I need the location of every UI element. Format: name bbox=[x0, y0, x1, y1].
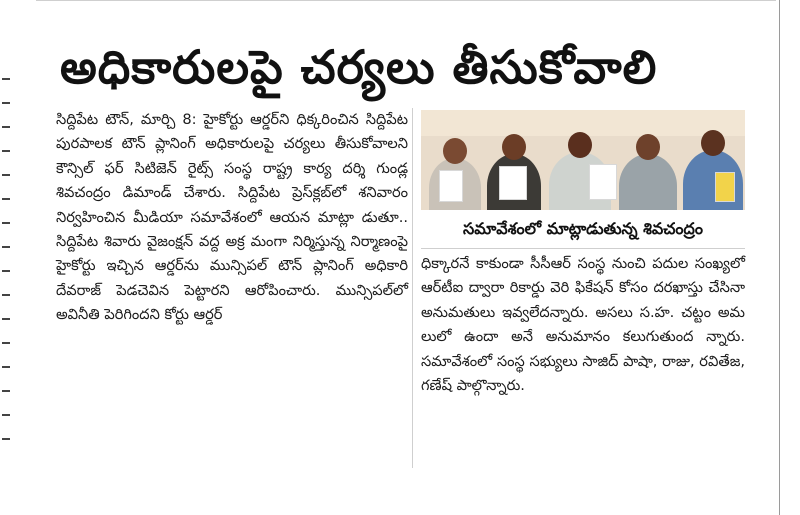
column-divider bbox=[412, 108, 413, 468]
article-headline: అధికారులపై చర్యలు తీసుకోవాలి bbox=[60, 40, 658, 94]
article-body-left-column bbox=[56, 108, 408, 468]
right-column-rule bbox=[779, 0, 780, 515]
body-text-left: సిద్దిపేట టౌన్, మార్చి 8: హైకోర్టు ఆర్డర్‌ని ధిక్కరించిన సిద్దిపేట పురపాలక టౌన్ ప్లానింగ్ అధికారులపై చర్యలు తీసుకోవాలని కౌన్సిల్ ఫర్ సిటిజెన్ రైట్స్ సంస్థ రాష్ట్ర కార్య దర్శి గుండ్ల శివచంద్రం డిమాండ్ చేశారు. సిద్దిపేట ప్రెస్‌క్లబ్‌లో శనివారం నిర్వహించిన మీడియా సమావేశంలో ఆయన మాట్లా డుతూ.. సిద్దిపేట శివారు వైజంక్షన్ వద్ద అక్ర మంగా నిర్మిస్తున్న నిర్మాణంపై హైకోర్టు ఇచ్చిన ఆర్డర్‌ను మున్సిపల్ టౌన్ ప్లానింగ్ అధికారి దేవరాజ్ పెడచెవిన పెట్టారని ఆరోపించారు. మున్సిపల్‌లో అవినీతి పెరిగిందని కోర్టు ఆర్డర్ bbox=[56, 111, 408, 324]
photo-caption: సమావేశంలో మాట్లాడుతున్న శివచంద్రం bbox=[463, 219, 703, 238]
article-photo bbox=[421, 110, 745, 210]
top-rule bbox=[36, 0, 776, 1]
caption-rule bbox=[421, 248, 745, 249]
adjacent-column-edge bbox=[0, 0, 14, 515]
article-body-right-column bbox=[421, 252, 745, 467]
body-text-right: ధిక్కారనే కాకుండా సీసీఆర్ సంస్థ నుంచి పదుల సంఖ్యలో ఆర్‌టీఐ ద్వారా రికార్డు వెరి ఫికేషన్ కోసం దరఖాస్తు చేసినా అనుమతులు ఇవ్వలేదన్నారు. అసలు స.హ. చట్టం అమ లులో ఉందా అనే అనుమానం కలుగుతుంద న్నారు. సమావేశంలో సంస్థ సభ్యులు సాజిద్ పాషా, రాజు, రవితేజ, గణేష్ పాల్గొన్నారు. bbox=[421, 255, 745, 395]
